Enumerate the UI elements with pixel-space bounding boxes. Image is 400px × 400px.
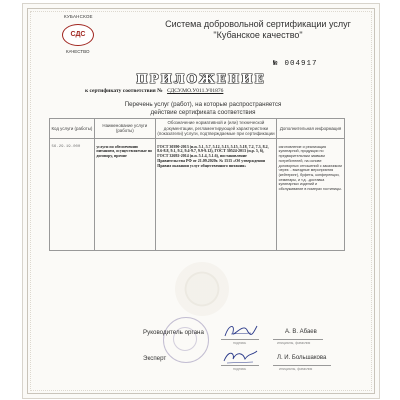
logo-arc-bottom-text: КАЧЕСТВО [66, 49, 90, 54]
form-number-prefix: № [273, 60, 279, 68]
organ-stamp [163, 317, 209, 363]
services-subtitle [83, 101, 323, 117]
head-signature [223, 320, 259, 340]
expert-name: Л. И. Большакова [277, 355, 327, 361]
table-header-row [50, 119, 345, 139]
head-label: Руководитель органа [143, 329, 204, 336]
sds-logo [57, 14, 97, 54]
subtitle-line2: действие сертификата соответствия [150, 109, 256, 116]
service-name: услуги по обеспечению питанием, осуществляемые по договору, прочие [94, 143, 155, 251]
certificate-number: СДСУ.МО.У011.У01876 [167, 88, 224, 94]
expert-name-caption: инициалы, фамилия [279, 367, 313, 371]
service-docs: ГОСТ 30390-2013 (п.п. 5.1, 5.7, 5.12, 5.13, 5.15, 5.18, 7.2, 7.3, 8.2, 8.6-8.8, 9.1, 9.2, 9.4-9.7, 9.9-9.12), ГОСТ 30524-2013 (п.р. 5, 6), ГОСТ 32692-2014 (п.п. 5.1.4, 5.1.6), постановление Правительства РФ от 21.09.2020г. № 1515 «Об утверждении Правил оказания услуг общественного питания» [155, 143, 276, 251]
logo-arc-top-text: КУБАНСКОЕ [64, 14, 93, 19]
certificate-appendix-page [22, 3, 380, 399]
head-name-line [273, 339, 323, 340]
head-signature-caption: подпись [233, 341, 247, 345]
certificate-label: к сертификату соответствия № [85, 88, 163, 94]
head-name: А. В. Абаев [285, 329, 317, 335]
head-name-caption: инициалы, фамилия [277, 341, 311, 345]
logo-badge [62, 24, 94, 46]
subtitle-line1: Перечень услуг (работ), на которые распространяется [124, 101, 282, 108]
col-header-docs: Обозначение нормативной и (или) технической документации, регламентирующей характеристики (показатели) услуги, подтверждаемые при сертификации [155, 119, 276, 139]
form-number [273, 60, 318, 68]
expert-label: Эксперт [143, 355, 167, 362]
table-row [50, 143, 345, 251]
expert-signature [221, 347, 259, 367]
form-number-value: 004917 [284, 60, 318, 68]
system-title [143, 19, 373, 41]
expert-name-line [273, 365, 331, 366]
system-title-line1: Система добровольной сертификации услуг [165, 19, 351, 29]
col-header-code: Код услуги (работы) [50, 119, 95, 139]
col-header-info: Дополнительная информация [277, 119, 345, 139]
system-title-line2: "Кубанское качество" [213, 30, 303, 40]
col-header-name: Наименование услуги (работы) [94, 119, 155, 139]
document-title: ПРИЛОЖЕНИЕ [136, 72, 266, 86]
service-info: изготовление и реализация кулинарной, продукции по предварительным заявкам потребителей, на основе договорных отношений с заказчиком через: - выездные мероприятия (кейтеринг), буфеты, конференции, семинары, и т.д. -доставка кулинарных изделий и обслуживание в номерах гостиницы. [277, 143, 345, 251]
watermark-emblem [175, 262, 229, 316]
logo-center-text: СДС [70, 31, 86, 38]
certificate-reference [85, 88, 223, 94]
expert-signature-caption: подпись [233, 367, 247, 371]
service-code: 56.29.19.000 [50, 143, 95, 251]
services-table [49, 118, 345, 251]
